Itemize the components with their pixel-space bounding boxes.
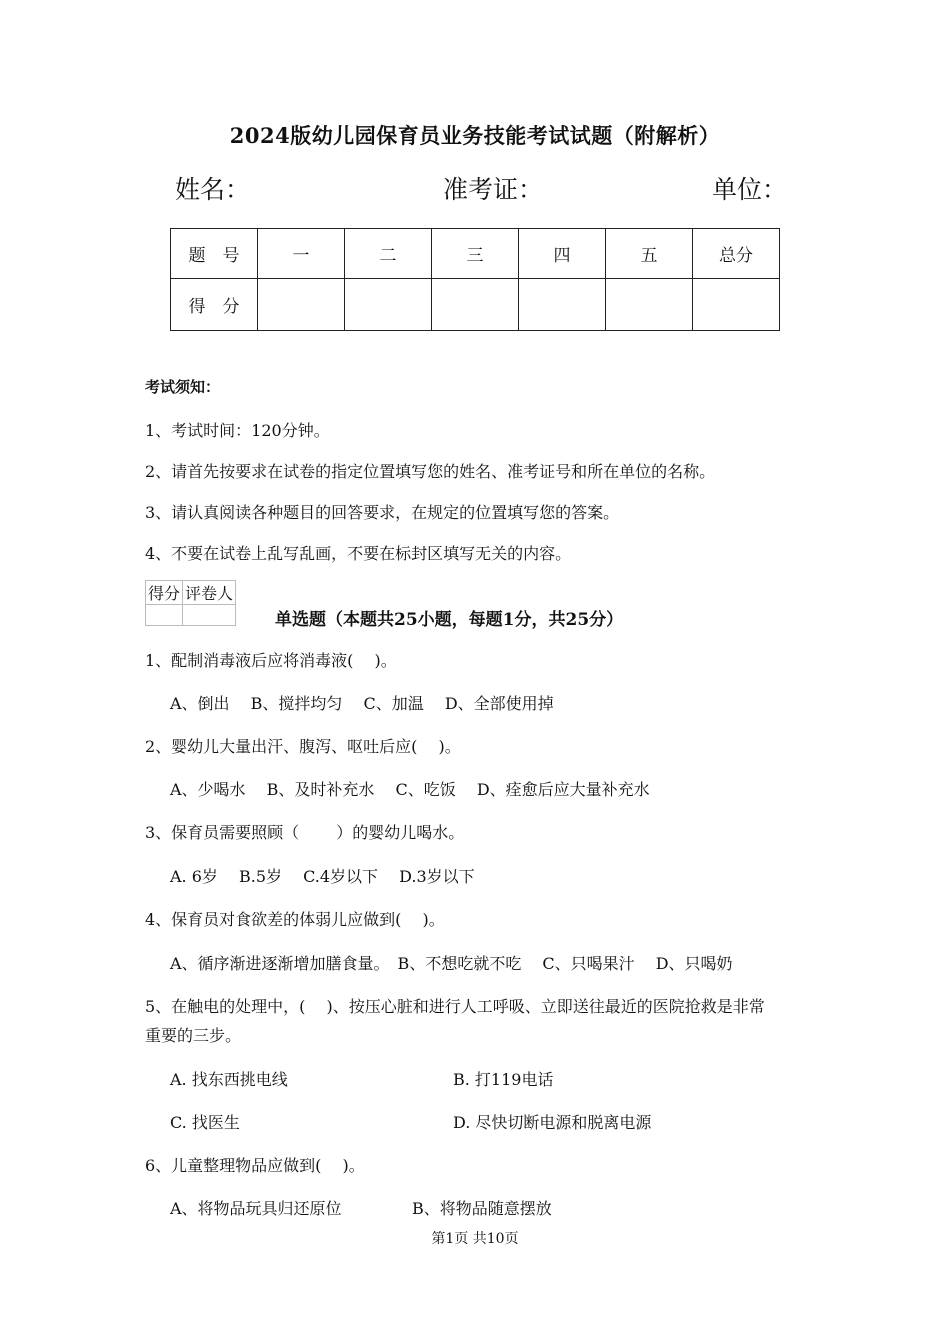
option-d: D. 尽快切断电源和脱离电源	[453, 1113, 652, 1132]
question-options: A、倒出 B、搅拌均匀 C、加温 D、全部使用掉	[170, 694, 554, 713]
option-b: B、将物品随意摆放	[412, 1199, 552, 1218]
option-a: A、将物品玩具归还原位	[170, 1199, 342, 1218]
grader-reviewer-label: 评卷人	[183, 581, 236, 605]
question-options: A. 6岁 B.5岁 C.4岁以下 D.3岁以下	[170, 867, 475, 886]
unit-label: 单位：	[712, 175, 788, 204]
score-table-header-cell: 题 号	[171, 229, 258, 279]
score-cell[interactable]	[693, 279, 780, 331]
grader-score-label: 得分	[146, 581, 183, 605]
question-stem: 3、保育员需要照顾（ ）的婴幼儿喝水。	[145, 823, 465, 842]
grader-reviewer-cell[interactable]	[183, 605, 236, 626]
page-footer: 第1页 共10页	[431, 1231, 519, 1247]
notice-item: 1、考试时间：120分钟。	[145, 421, 330, 440]
score-cell[interactable]	[519, 279, 606, 331]
question-stem: 1、配制消毒液后应将消毒液( )。	[145, 651, 397, 670]
score-table-header-cell: 五	[606, 229, 693, 279]
question-stem: 5、在触电的处理中，( )、按压心脏和进行人工呼吸、立即送往最近的医院抢救是非常	[145, 997, 765, 1016]
question-options: A、少喝水 B、及时补充水 C、吃饭 D、痊愈后应大量补充水	[170, 780, 650, 799]
page-title: 2024版幼儿园保育员业务技能考试试题（附解析）	[229, 123, 721, 148]
score-cell[interactable]	[345, 279, 432, 331]
name-label: 姓名：	[175, 175, 251, 204]
score-table-score-row	[171, 279, 780, 331]
section-title: 单选题（本题共25小题，每题1分，共25分）	[275, 610, 624, 630]
score-table-header-cell: 一	[258, 229, 345, 279]
notice-item: 2、请首先按要求在试卷的指定位置填写您的姓名、准考证号和所在单位的名称。	[145, 462, 716, 481]
option-a: A. 找东西挑电线	[170, 1070, 288, 1089]
question-stem: 4、保育员对食欲差的体弱儿应做到( )。	[145, 910, 445, 929]
question-stem: 2、婴幼儿大量出汗、腹泻、呕吐后应( )。	[145, 737, 461, 756]
option-c: C. 找医生	[170, 1113, 240, 1132]
grader-score-cell[interactable]	[146, 605, 183, 626]
grader-box	[145, 580, 236, 626]
score-cell[interactable]	[258, 279, 345, 331]
question-options: A、循序渐进逐渐增加膳食量。 B、不想吃就不吃 C、只喝果汁 D、只喝奶	[170, 954, 733, 973]
exam-id-label: 准考证：	[443, 175, 544, 204]
notice-item: 4、不要在试卷上乱写乱画，不要在标封区填写无关的内容。	[145, 544, 572, 563]
question-stem-continued: 重要的三步。	[145, 1026, 242, 1045]
notice-heading: 考试须知：	[145, 378, 221, 396]
option-b: B. 打119电话	[453, 1070, 554, 1089]
score-table	[170, 228, 780, 331]
score-table-header-cell: 三	[432, 229, 519, 279]
score-table-header-row	[171, 229, 780, 279]
score-table-header-cell: 总分	[693, 229, 780, 279]
score-row-label: 得 分	[171, 279, 258, 331]
notice-item: 3、请认真阅读各种题目的回答要求，在规定的位置填写您的答案。	[145, 503, 620, 522]
question-stem: 6、儿童整理物品应做到( )。	[145, 1156, 365, 1175]
score-cell[interactable]	[606, 279, 693, 331]
score-cell[interactable]	[432, 279, 519, 331]
score-table-header-cell: 四	[519, 229, 606, 279]
score-table-header-cell: 二	[345, 229, 432, 279]
